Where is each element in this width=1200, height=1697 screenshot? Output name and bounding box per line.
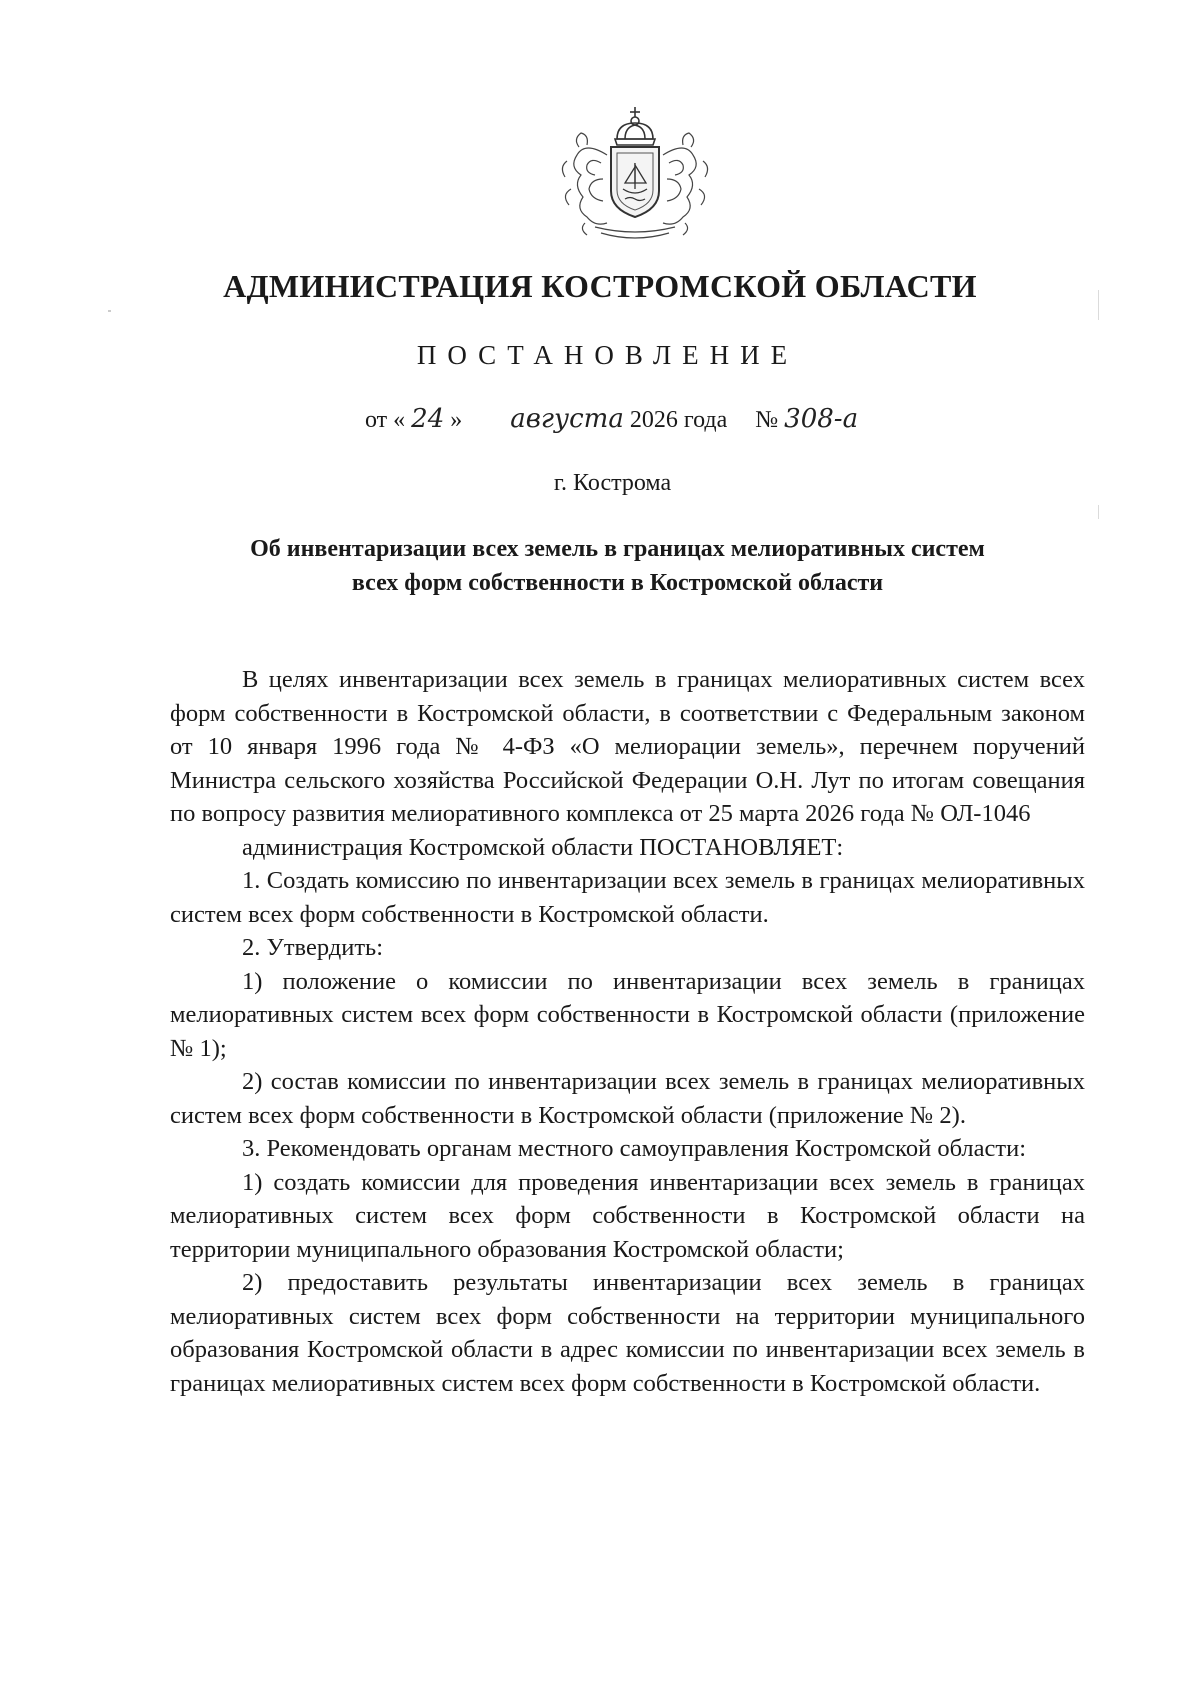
scan-artifact: [1098, 290, 1099, 320]
preamble-paragraph: В целях инвентаризации всех земель в границах мелиоративных систем всех форм собственности в Костромской области, в соответствии с Федеральным законом от 10 января 1996 года № 4-ФЗ «О мелиорации земель», перечнем поручений Министра сельского хозяйства Российской Федерации О.Н. Лут по итогам совещания по вопросу развития мелиоративного комплекса от 25 марта 2026 года № ОЛ-1046: [170, 666, 1085, 827]
scan-artifact: [108, 310, 111, 312]
date-month-handwritten: августа: [510, 404, 624, 434]
coat-of-arms-icon: [545, 105, 725, 245]
clause-3: 3. Рекомендовать органам местного самоуправления Костромской области:: [242, 1135, 1027, 1162]
clause-1: 1. Создать комиссию по инвентаризации всех земель в границах мелиоративных систем всех форм собственности в Костромской области.: [170, 867, 1085, 928]
date-number-line: [365, 404, 858, 434]
document-number-handwritten: 308-а: [784, 404, 859, 434]
document-title: [150, 532, 1085, 600]
scan-artifact: [1098, 505, 1099, 519]
document-body: [170, 663, 1085, 1400]
clause-3-item-2: 2) предоставить результаты инвентаризации всех земель в границах мелиоративных систем всех форм собственности на территории муниципального образования Костромской области в адрес комиссии по инвентаризации всех земель в границах мелиоративных систем всех форм собственности в Костромской области.: [170, 1269, 1085, 1397]
date-day-handwritten: 24: [411, 404, 445, 434]
title-line-1: Об инвентаризации всех земель в границах мелиоративных систем: [250, 536, 985, 562]
organization-name: АДМИНИСТРАЦИЯ КОСТРОМСКОЙ ОБЛАСТИ: [223, 268, 977, 304]
clause-3-item-1: 1) создать комиссии для проведения инвентаризации всех земель в границах мелиоративных систем всех форм собственности в Костромской области на территории муниципального образования Костромской области;: [170, 1168, 1085, 1263]
date-year: 2026 года: [629, 407, 728, 433]
clause-2-item-2: 2) состав комиссии по инвентаризации всех земель в границах мелиоративных систем всех форм собственности в Костромской области (приложение № 2).: [170, 1068, 1085, 1129]
clause-2-item-1: 1) положение о комиссии по инвентаризации всех земель в границах мелиоративных систем всех форм собственности в Костромской области (приложение № 1);: [170, 967, 1085, 1062]
title-line-2: всех форм собственности в Костромской области: [351, 570, 884, 596]
resolution-paragraph: администрация Костромской области ПОСТАНОВЛЯЕТ:: [242, 833, 844, 861]
date-prefix: от «: [365, 407, 406, 433]
date-day-close: »: [450, 407, 463, 433]
number-label: №: [755, 407, 779, 433]
city: г. Кострома: [553, 470, 672, 496]
document-type: ПОСТАНОВЛЕНИЕ: [416, 340, 799, 370]
clause-2: 2. Утвердить:: [242, 934, 384, 961]
